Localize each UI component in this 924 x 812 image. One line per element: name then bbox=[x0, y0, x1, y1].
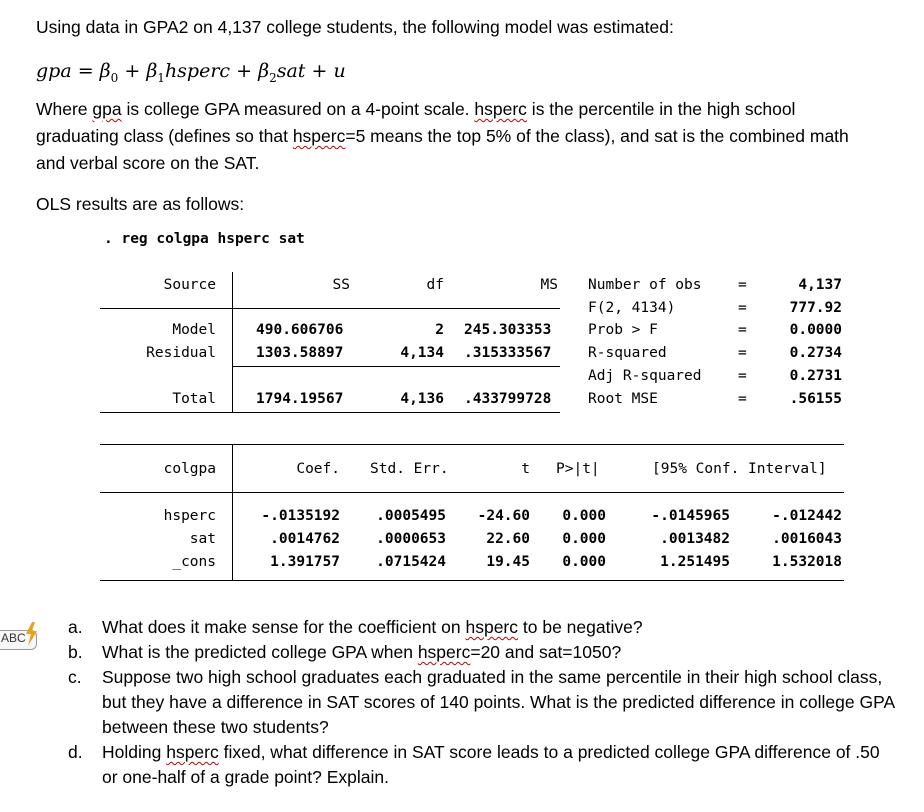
anova-row-ss: 1794.19567 bbox=[256, 391, 344, 407]
lightning-icon bbox=[24, 622, 38, 646]
stat-value: 0.2731 bbox=[789, 368, 842, 384]
spellcheck-label: ABC bbox=[1, 631, 26, 645]
stat-value: 777.92 bbox=[789, 300, 842, 316]
anova-row-ss: 490.606706 bbox=[256, 322, 344, 338]
question-label: a. bbox=[68, 617, 83, 637]
header-df: df bbox=[426, 277, 444, 293]
stata-command: . reg colgpa hsperc sat bbox=[104, 231, 305, 247]
question-text: Suppose two high school graduates each graduated in the same percentile in their high school class, but they have a difference in SAT scores of 140 points. What is the predicted difference in college GPA between these two students? bbox=[102, 667, 895, 737]
stat-eq: = bbox=[738, 277, 747, 293]
question-item bbox=[68, 665, 898, 740]
anova-row-source: Residual bbox=[146, 345, 216, 361]
spellcheck-icon[interactable] bbox=[0, 622, 40, 652]
header-p: P>|t| bbox=[556, 461, 600, 477]
anova-row-df: 2 bbox=[435, 322, 444, 338]
stat-value: 0.2734 bbox=[789, 345, 842, 361]
stat-eq: = bbox=[738, 368, 747, 384]
question-label: d. bbox=[68, 742, 83, 762]
stat-eq: = bbox=[738, 391, 747, 407]
stat-eq: = bbox=[738, 345, 747, 361]
model-equation: gpa = $\beta_0$ + $\beta_1hsperc + \beta_2sat + u$ bbox=[36, 60, 346, 85]
stat-label: Number of obs bbox=[588, 277, 702, 293]
anova-row-df: 4,134 bbox=[400, 345, 444, 361]
stat-label: R-squared bbox=[588, 345, 667, 361]
intro-line: Using data in GPA2 on 4,137 college students, the following model was estimated: bbox=[36, 17, 674, 37]
header-dep: colgpa bbox=[163, 461, 216, 477]
ci-high: -.012442 bbox=[772, 508, 842, 524]
stat-value: .56155 bbox=[789, 391, 842, 407]
coef-value: 1.391757 bbox=[270, 554, 340, 570]
ols-heading: OLS results are as follows: bbox=[36, 194, 245, 214]
stat-label: F(2, 4134) bbox=[588, 300, 676, 316]
coef-value: .0014762 bbox=[270, 531, 340, 547]
p-value: 0.000 bbox=[562, 554, 606, 570]
stat-label: Prob > F bbox=[588, 322, 658, 338]
stat-label: Root MSE bbox=[588, 391, 658, 407]
stat-eq: = bbox=[738, 322, 747, 338]
coef-row-var: hsperc bbox=[163, 508, 216, 524]
anova-row-source: Model bbox=[172, 322, 216, 338]
stat-eq: = bbox=[738, 300, 747, 316]
ci-low: .0013482 bbox=[660, 531, 730, 547]
question-item bbox=[68, 615, 898, 640]
anova-row-ms: .433799728 bbox=[464, 391, 552, 407]
stat-value: 4,137 bbox=[798, 277, 842, 293]
ci-low: 1.251495 bbox=[660, 554, 730, 570]
where-line-3: and verbal score on the SAT. bbox=[36, 153, 260, 173]
se-value: .0000653 bbox=[376, 531, 446, 547]
header-source: Source bbox=[163, 277, 216, 293]
question-item bbox=[68, 740, 898, 790]
t-value: -24.60 bbox=[477, 508, 530, 524]
coef-value: -.0135192 bbox=[261, 508, 340, 524]
se-value: .0715424 bbox=[376, 554, 446, 570]
header-coef: Coef. bbox=[296, 461, 340, 477]
header-se: Std. Err. bbox=[370, 461, 449, 477]
anova-row-df: 4,136 bbox=[400, 391, 444, 407]
p-value: 0.000 bbox=[562, 508, 606, 524]
coef-row-var: sat bbox=[189, 531, 216, 547]
coef-row-var: _cons bbox=[172, 554, 216, 570]
stat-label: Adj R-squared bbox=[588, 368, 702, 384]
question-list bbox=[68, 615, 898, 790]
where-line-2: graduating class (defines so that hsperc=5 means the top 5% of the class), and sat is the combined math bbox=[36, 126, 849, 146]
question-item bbox=[68, 640, 898, 665]
anova-row-ss: 1303.58897 bbox=[256, 345, 344, 361]
question-text: What does it make sense for the coefficient on hsperc to be negative? bbox=[102, 617, 643, 637]
header-t: t bbox=[521, 461, 530, 477]
se-value: .0005495 bbox=[376, 508, 446, 524]
header-ms: MS bbox=[540, 277, 558, 293]
anova-row-source: Total bbox=[172, 391, 216, 407]
stat-value: 0.0000 bbox=[789, 322, 842, 338]
t-value: 22.60 bbox=[486, 531, 530, 547]
anova-row-ms: 245.303353 bbox=[464, 322, 552, 338]
header-ci: [95% Conf. Interval] bbox=[652, 461, 827, 477]
t-value: 19.45 bbox=[486, 554, 530, 570]
header-ss: SS bbox=[332, 277, 350, 293]
where-line-1: Where gpa is college GPA measured on a 4-point scale. hsperc is the percentile in the high school bbox=[36, 99, 796, 119]
p-value: 0.000 bbox=[562, 531, 606, 547]
question-text: Holding hsperc fixed, what difference in SAT score leads to a predicted college GPA difference of .50 or one-half of a grade point? Explain. bbox=[102, 742, 880, 787]
ci-high: .0016043 bbox=[772, 531, 842, 547]
ci-low: -.0145965 bbox=[651, 508, 730, 524]
ci-high: 1.532018 bbox=[772, 554, 842, 570]
anova-row-ms: .315333567 bbox=[464, 345, 552, 361]
question-label: b. bbox=[68, 642, 83, 662]
question-label: c. bbox=[68, 667, 82, 687]
question-text: What is the predicted college GPA when hsperc=20 and sat=1050? bbox=[102, 642, 622, 662]
